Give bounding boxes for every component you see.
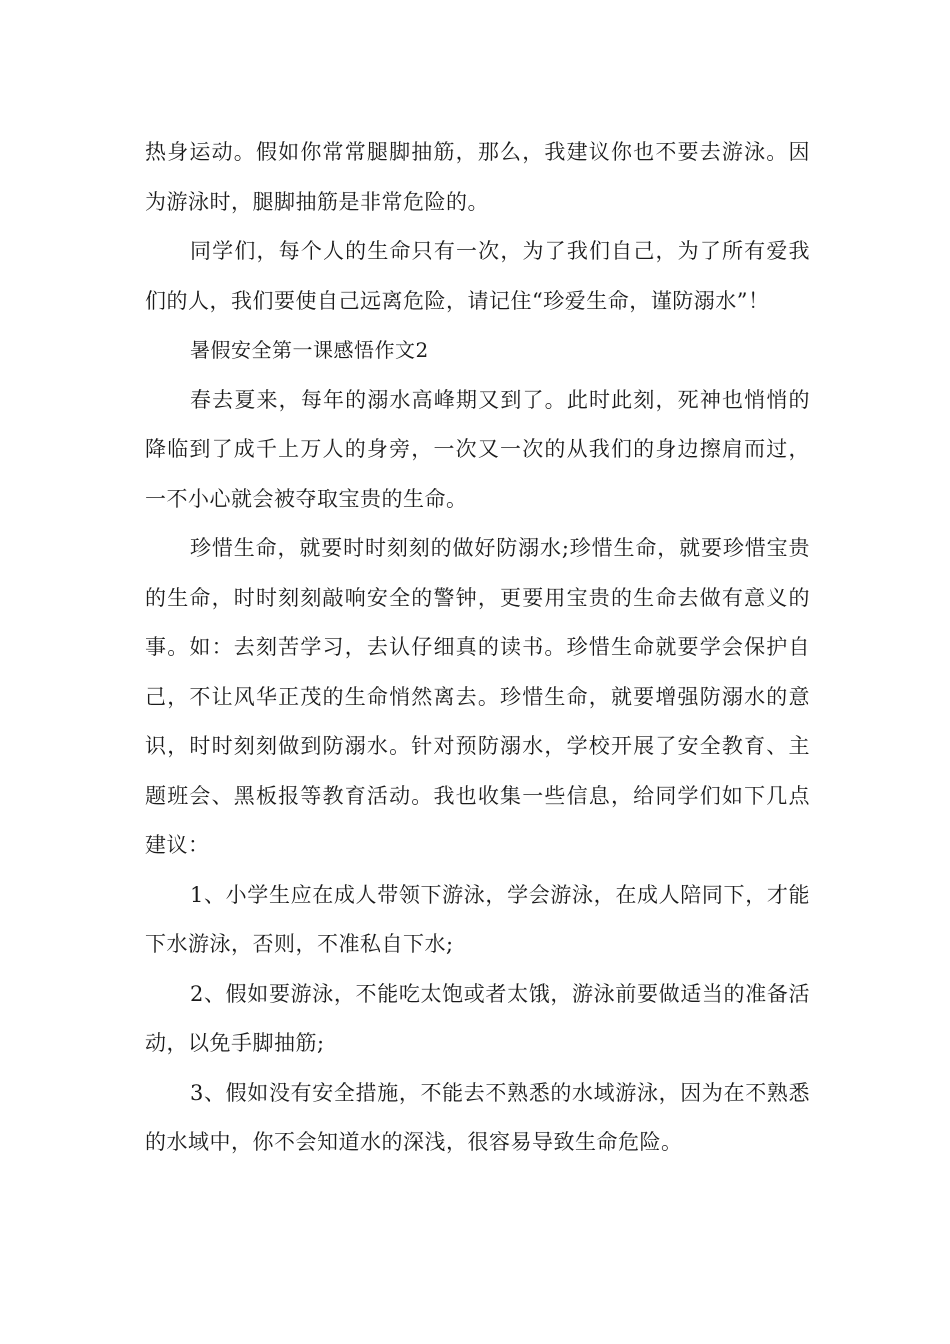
list-item-suggestion-1: 1、小学生应在成人带领下游泳，学会游泳，在成人陪同下，才能下水游泳，否则，不准私自下水; <box>145 882 810 956</box>
paragraph-main: 珍惜生命，就要时时刻刻的做好防溺水;珍惜生命，就要珍惜宝贵的生命，时时刻刻敲响安全的警钟，更要用宝贵的生命去做有意义的事。如：去刻苦学习，去认仔细真的读书。珍惜生命就要学会保护自己，不让风华正茂的生命悄然离去。珍惜生命，就要增强防溺水的意识，时时刻刻做到防溺水。针对预防溺水，学校开展了安全教育、主题班会、黑板报等教育活动。我也收集一些信息，给同学们如下几点建议： <box>145 536 810 857</box>
paragraph-closing: 同学们，每个人的生命只有一次，为了我们自己，为了所有爱我们的人，我们要使自己远离危险，请记住“珍爱生命，谨防溺水”！ <box>145 239 810 313</box>
list-item-suggestion-2: 2、假如要游泳，不能吃太饱或者太饿，游泳前要做适当的准备活动，以免手脚抽筋; <box>145 981 810 1055</box>
paragraph-intro: 春去夏来，每年的溺水高峰期又到了。此时此刻，死神也悄悄的降临到了成千上万人的身旁，一次又一次的从我们的身边擦肩而过，一不小心就会被夺取宝贵的生命。 <box>145 387 810 511</box>
section-heading: 暑假安全第一课感悟作文2 <box>190 338 429 362</box>
document-body <box>145 128 810 1168</box>
paragraph-continuation: 热身运动。假如你常常腿脚抽筋，那么，我建议你也不要去游泳。因为游泳时，腿脚抽筋是非常危险的。 <box>145 140 810 214</box>
list-item-suggestion-3: 3、假如没有安全措施，不能去不熟悉的水域游泳，因为在不熟悉的水域中，你不会知道水的深浅，很容易导致生命危险。 <box>145 1080 810 1154</box>
